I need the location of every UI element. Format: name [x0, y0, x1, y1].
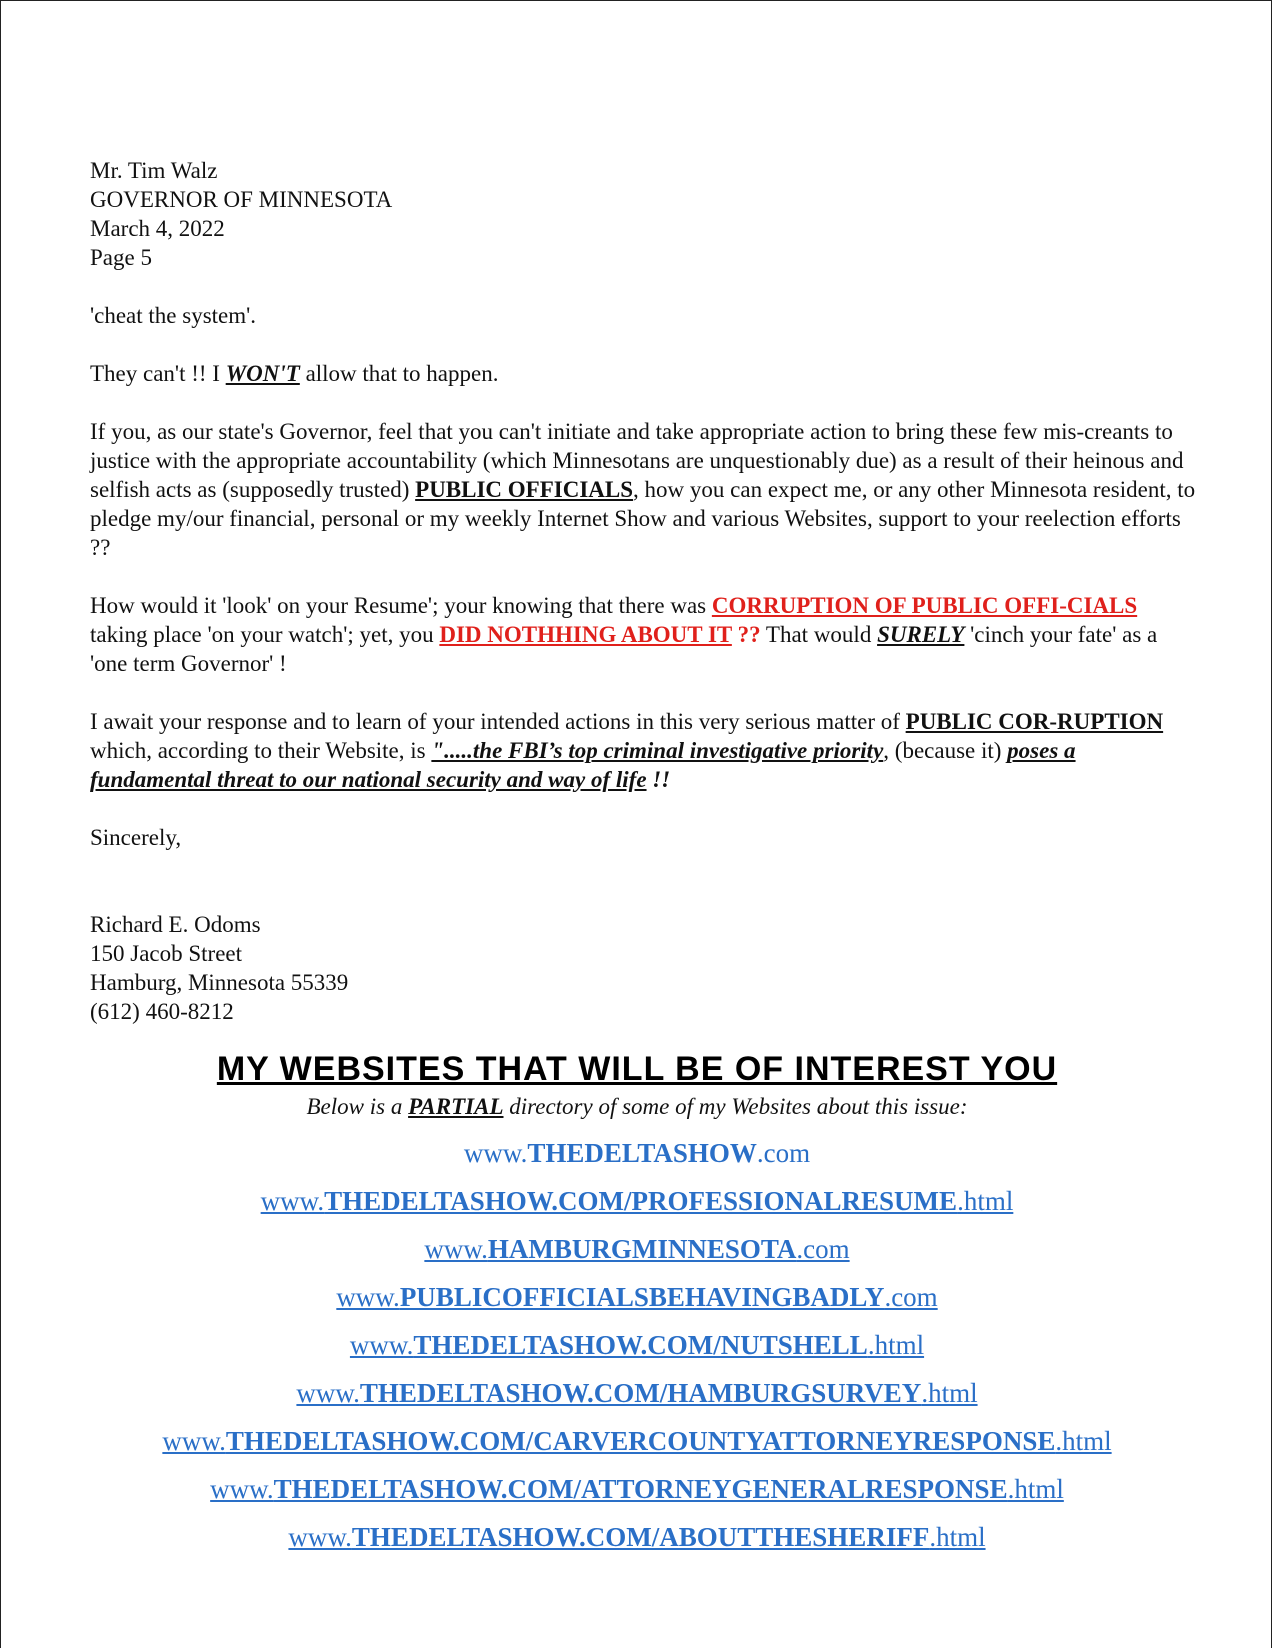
link-domain: THEDELTASHOW.COM/ATTORNEYGENERALRESPONSE: [273, 1474, 1008, 1504]
signature-city: Hamburg, Minnesota 55339: [90, 970, 349, 995]
p2-text-a: They can't !! I: [90, 361, 226, 386]
signature-phone: (612) 460-8212: [90, 999, 234, 1024]
recipient-title: GOVERNOR OF MINNESOTA: [90, 187, 393, 212]
link-domain: THEDELTASHOW: [527, 1138, 757, 1168]
websites-sub-c: directory of some of my Websites about this issue:: [503, 1094, 968, 1119]
p5-text-c: which, according to their Website, is: [90, 738, 432, 763]
p5-emphasis-public-corruption: PUBLIC COR-RUPTION: [905, 709, 1164, 734]
p5-exclamation: !!: [646, 767, 671, 792]
p4-emphasis-corruption: CORRUPTION OF PUBLIC OFFI-CIALS: [711, 593, 1138, 618]
p5-text-e: , (because it): [883, 738, 1008, 763]
link-domain: THEDELTASHOW.COM/NUTSHELL: [413, 1330, 868, 1360]
link-suffix: .html: [1055, 1426, 1112, 1456]
website-link[interactable]: [1, 1465, 1273, 1513]
link-prefix: www.: [162, 1426, 226, 1456]
link-domain: THEDELTASHOW.COM/CARVERCOUNTYATTORNEYRESPONSE: [225, 1426, 1056, 1456]
website-link[interactable]: [1, 1129, 1273, 1177]
link-suffix: .html: [929, 1522, 986, 1552]
website-link[interactable]: [1, 1369, 1273, 1417]
link-prefix: www.: [210, 1474, 274, 1504]
websites-subtitle: [1, 1091, 1273, 1123]
link-suffix: .html: [1007, 1474, 1064, 1504]
link-prefix: www.: [336, 1282, 400, 1312]
link-suffix: .html: [867, 1330, 925, 1360]
p3-text-c: , how you can expect me, or any other Minnesota resident, to pledge my/our financial, personal or my weekly Internet Show and various Websites, support to your reelection efforts ??: [90, 477, 1196, 560]
website-link[interactable]: [1, 1225, 1273, 1273]
websites-sub-a: Below is a: [306, 1094, 409, 1119]
p4-question-marks: ??: [731, 622, 761, 647]
paragraph-2: [90, 359, 1200, 388]
link-prefix: www.: [288, 1522, 352, 1552]
p4-emphasis-did-nothing: DID NOTHHING ABOUT IT: [439, 622, 732, 647]
p4-emphasis-surely: SURELY: [877, 622, 965, 647]
p3-emphasis-public-officials: PUBLIC OFFICIALS: [415, 477, 634, 502]
closing: Sincerely,: [90, 825, 182, 850]
website-links-list: [1, 1129, 1273, 1561]
link-prefix: www.: [349, 1330, 414, 1360]
page-number: Page 5: [90, 245, 152, 270]
link-domain: HAMBURGMINNESOTA: [487, 1234, 797, 1264]
signature-name: Richard E. Odoms: [90, 912, 261, 937]
p4-text-f: That would: [760, 622, 878, 647]
letter-date: March 4, 2022: [90, 216, 225, 241]
p4-text-a: How would it 'look' on your Resume'; your knowing that there was: [90, 593, 712, 618]
link-domain: THEDELTASHOW.COM/ABOUTTHESHERIFF: [351, 1522, 930, 1552]
link-prefix: www.: [296, 1378, 360, 1408]
recipient-name: Mr. Tim Walz: [90, 158, 218, 183]
paragraph-5: [90, 707, 1200, 794]
p5-text-a: I await your response and to learn of your intended actions in this very serious matter of: [90, 709, 906, 734]
link-domain: THEDELTASHOW.COM/PROFESSIONALRESUME: [324, 1186, 958, 1216]
p3-text-a: If you, as our state's Governor, feel that you can't initiate and take appropriate action to bring these few mis-creants to justice with the appropriate accountability (which Minnesotans are unquestionably due) as a result of their heinous and selfish acts as (supposedly trusted): [90, 419, 1184, 502]
link-prefix: www.: [463, 1138, 528, 1168]
link-suffix: .html: [921, 1378, 978, 1408]
website-link[interactable]: [1, 1177, 1273, 1225]
p5-fbi-quote: ".....the FBI’s top criminal investigative priority: [431, 738, 884, 763]
p5-threat-quote: poses a fundamental threat to our national security and way of life: [90, 738, 1076, 792]
link-suffix: .com: [884, 1282, 938, 1312]
website-link[interactable]: [1, 1513, 1273, 1561]
link-prefix: www.: [260, 1186, 325, 1216]
p4-text-c: taking place 'on your watch'; yet, you: [90, 622, 440, 647]
p2-text-c: allow that to happen.: [299, 361, 499, 386]
paragraph-1: 'cheat the system'.: [90, 303, 257, 328]
website-link[interactable]: [1, 1273, 1273, 1321]
website-link[interactable]: [1, 1321, 1273, 1369]
signature-street: 150 Jacob Street: [90, 941, 243, 966]
link-domain: THEDELTASHOW.COM/HAMBURGSURVEY: [359, 1378, 922, 1408]
websites-section: [1, 1049, 1273, 1561]
p2-emphasis-wont: WON'T: [225, 361, 300, 386]
link-suffix: .com: [756, 1138, 811, 1168]
letter-body: [90, 156, 1200, 1026]
paragraph-4: [90, 591, 1200, 678]
link-suffix: .com: [796, 1234, 850, 1264]
websites-title: MY WEBSITES THAT WILL BE OF INTEREST YOU: [216, 1050, 1058, 1088]
p4-text-h: 'cinch your fate' as a 'one term Governor' !: [90, 622, 1158, 676]
paragraph-3: [90, 417, 1200, 562]
link-suffix: .html: [957, 1186, 1014, 1216]
website-link[interactable]: [1, 1417, 1273, 1465]
link-prefix: www.: [424, 1234, 488, 1264]
link-domain: PUBLICOFFICIALSBEHAVINGBADLY: [399, 1282, 885, 1312]
websites-sub-partial: PARTIAL: [408, 1094, 504, 1119]
